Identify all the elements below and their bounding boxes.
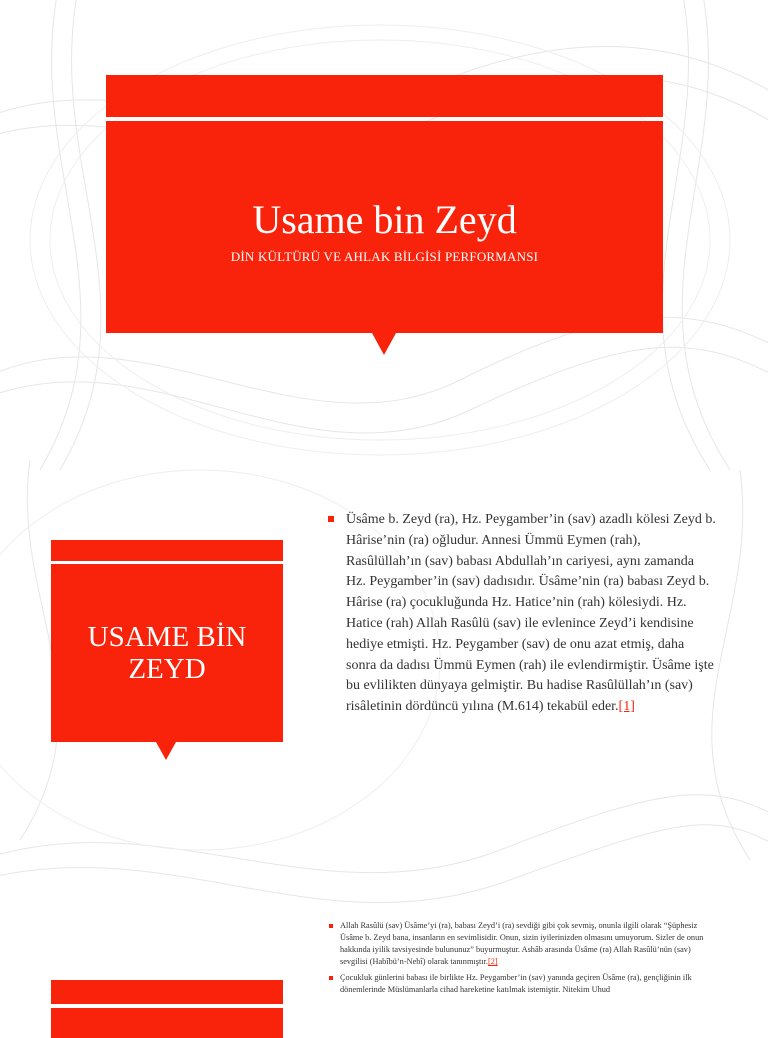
- bullet-square-icon: [328, 516, 334, 522]
- main-title: Usame bin Zeyd: [252, 197, 517, 242]
- bullet-square-icon: [329, 976, 333, 980]
- paragraph-text: Allah Rasûlü (sav) Üsâme’yi (ra), babası Zeyd’i (ra) sevdiği gibi çok sevmiş, onunla ilgili olarak “Şüphesiz Üsâme b. Zeyd bana, insanların en sevimlisidir. Onun, sizin iyilerinizden olmasını umuyorum. Sizler de onun hakkında iyilik tavsiyesinde bulununuz” buyurmuştur. Ashâb arasında Üsâme (ra) Allah Rasûlü’nün (sav) sevgilisi (Habîbü’n-Nebî) olarak tanınmıştır.: [340, 921, 704, 966]
- title-slide: [0, 0, 768, 430]
- paragraph-text: Üsâme b. Zeyd (ra), Hz. Peygamber’in (sav) azadlı kölesi Zeyd b. Hârise’nin (ra) oğludur. Annesi Ümmü Eymen (rah), Rasûlüllah’ın (sav) babası Abdullah’ın cariyesi, aynı zamanda Hz. Peygamber’in (sav) dadısıdır. Üsâme’nin (ra) babası Zeyd b. Hârise (ra) çocukluğunda Hz. Hatice’nin (rah) kölesiydi. Hz. Hatice (rah) Allah Rasûlü (sav) ile evlenince Zeyd’i kendisine hediye etmişti. Hz. Peygamber (sav) de onu azat etmiş, daha sonra da dadısı Ümmü Eymen (rah) ile evlendirmiştir. Üsâme işte bu evlilikten dünyaya gelmiştir. Bu hadise Rasûlüllah’ın (sav) risâletinin dördüncü yılına (M.614) tekabül eder.: [346, 512, 716, 715]
- side-top-band: [51, 540, 283, 561]
- list-item: [328, 510, 716, 718]
- title-pointer-triangle: [372, 333, 396, 355]
- list-item: [329, 972, 709, 996]
- body-text: [328, 510, 716, 718]
- small-body-text: [329, 920, 709, 1000]
- side-top-band: [51, 980, 283, 1004]
- side-title-box: [51, 564, 283, 742]
- paragraph-text: Çocukluk günlerini babası ile birlikte Hz. Peygamber’in (sav) yanında geçiren Üsâme (ra), gençliğinin ilk dönemlerinde Müslümanlarla cihad hareketine katılmak istemiştir. Nitekim Uhud: [340, 973, 692, 994]
- side-title: USAME BİN ZEYD: [87, 621, 247, 685]
- title-box: [106, 121, 663, 333]
- bullet-square-icon: [329, 924, 333, 928]
- footnote-link[interactable]: [1]: [618, 699, 635, 715]
- content-slide-1: [0, 480, 768, 840]
- footnote-link[interactable]: [2]: [487, 957, 498, 966]
- content-slide-2: [0, 900, 768, 1024]
- side-title-box: [51, 1008, 283, 1038]
- side-pointer-triangle: [156, 742, 176, 760]
- subtitle: DİN KÜLTÜRÜ VE AHLAK BİLGİSİ PERFORMANSI: [230, 249, 539, 264]
- list-item: [329, 920, 709, 968]
- title-top-band: [106, 75, 663, 117]
